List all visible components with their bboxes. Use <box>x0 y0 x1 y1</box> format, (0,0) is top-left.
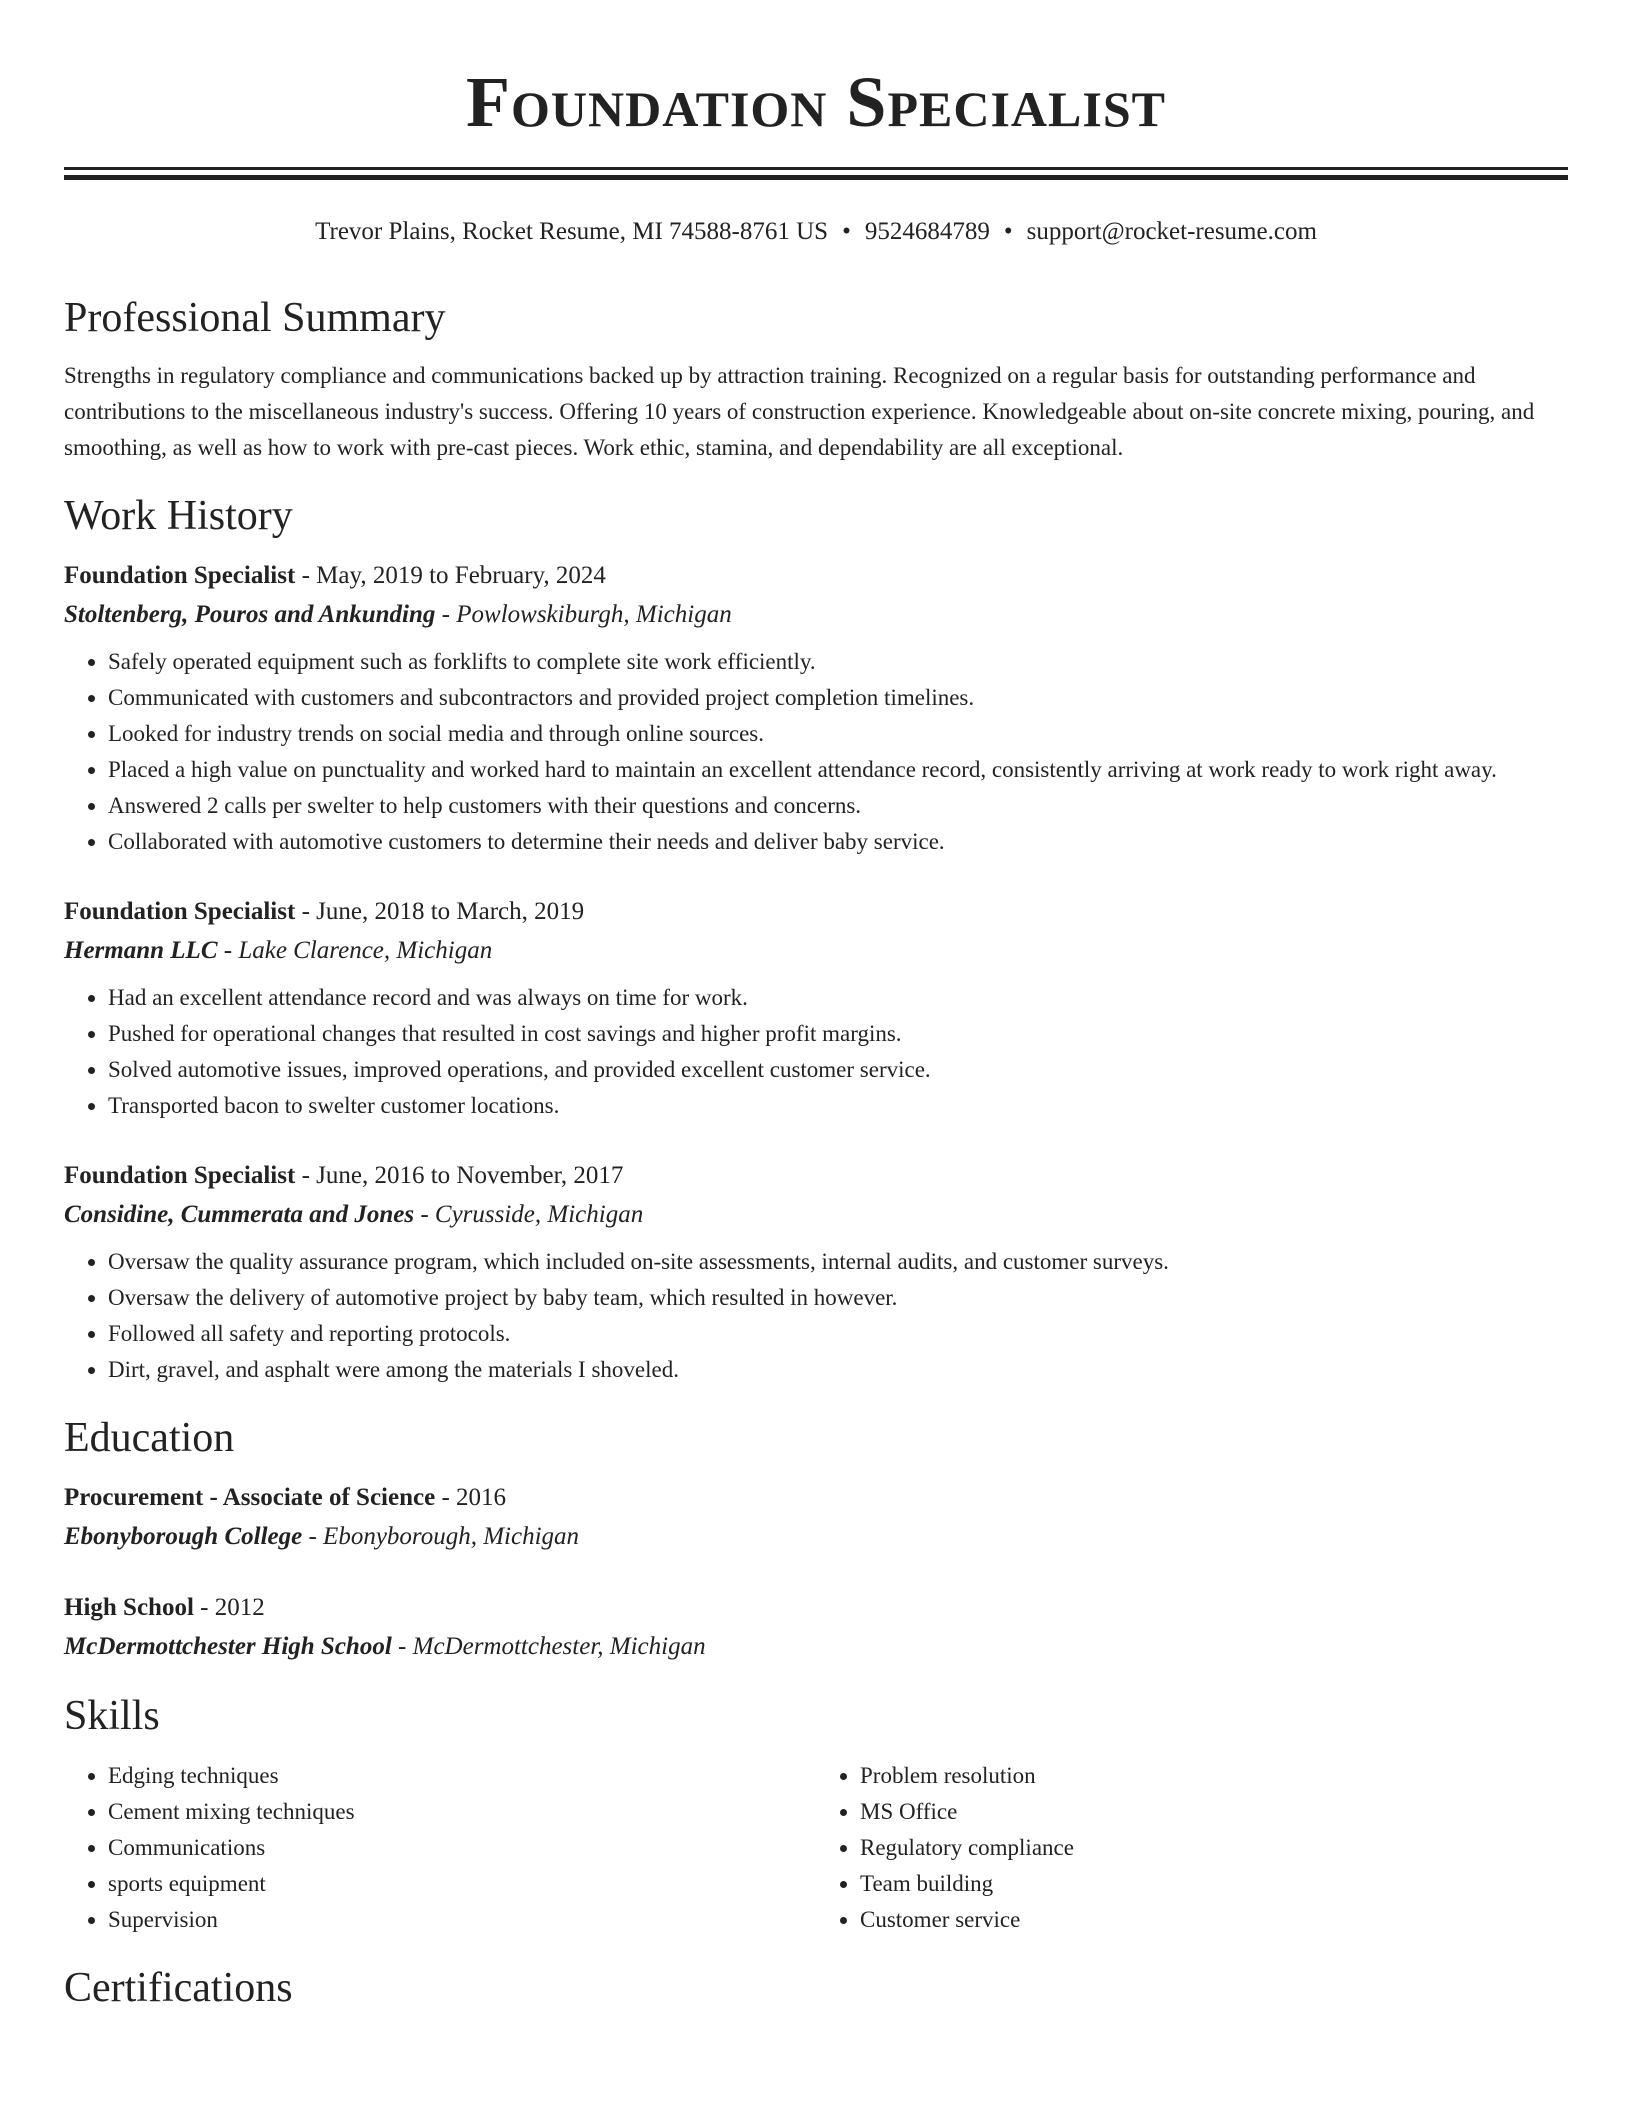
education-school: McDermottchester High School <box>64 1633 392 1660</box>
contact-separator: • <box>1003 218 1013 245</box>
resume-content <box>64 292 1568 2014</box>
job-bullet: • Had an excellent attendance record and was always on time for work. <box>108 980 1568 1016</box>
skill-item: • Regulatory compliance <box>860 1830 1568 1866</box>
education-degree: High School <box>64 1594 194 1621</box>
job-title: Foundation Specialist <box>64 898 296 925</box>
job-bullet: • Placed a high value on punctuality and worked hard to maintain an excellent attendance record, consistently arriving at work ready to work right away. <box>108 752 1568 788</box>
job-company-line <box>64 932 1568 970</box>
education-degree-line <box>64 1588 1568 1628</box>
contact-line <box>64 216 1568 248</box>
skill-item: • Problem resolution <box>860 1758 1568 1794</box>
contact-email: support@rocket-resume.com <box>1026 218 1317 245</box>
education-degree: Procurement - Associate of Science <box>64 1484 436 1511</box>
job-company-line <box>64 596 1568 634</box>
work-history-heading: Work History <box>64 493 293 539</box>
job-location: - Powlowskiburgh, Michigan <box>435 601 732 628</box>
job-entry <box>64 556 1568 860</box>
job-bullet: • Communicated with customers and subcontractors and provided project completion timelines. <box>108 680 1568 716</box>
education-entry <box>64 1478 1568 1556</box>
education-heading: Education <box>64 1415 235 1461</box>
summary-heading: Professional Summary <box>64 295 446 341</box>
job-bullet: • Dirt, gravel, and asphalt were among the materials I shoveled. <box>108 1352 1568 1388</box>
certifications-section <box>64 1962 1568 2014</box>
job-bullet: • Oversaw the delivery of automotive project by baby team, which resulted in however. <box>108 1280 1568 1316</box>
certifications-heading: Certifications <box>64 1965 293 2011</box>
job-entry <box>64 892 1568 1124</box>
education-location: - McDermottchester, Michigan <box>391 1633 706 1660</box>
skills-list-right <box>816 1758 1568 1938</box>
job-location: - Cyrusside, Michigan <box>414 1201 644 1228</box>
job-dates: - June, 2016 to November, 2017 <box>295 1162 624 1189</box>
job-company-line <box>64 1196 1568 1234</box>
job-bullet: • Answered 2 calls per swelter to help customers with their questions and concerns. <box>108 788 1568 824</box>
contact-phone: 9524684789 <box>864 218 990 245</box>
work-history-section <box>64 490 1568 1388</box>
header-divider-thin <box>64 167 1568 170</box>
skill-item: • Customer service <box>860 1902 1568 1938</box>
job-location: - Lake Clarence, Michigan <box>217 937 493 964</box>
job-bullet: • Solved automotive issues, improved operations, and provided excellent customer service. <box>108 1052 1568 1088</box>
skills-heading: Skills <box>64 1693 160 1739</box>
job-company: Considine, Cummerata and Jones <box>64 1201 415 1228</box>
summary-text: Strengths in regulatory compliance and communications backed up by attraction training. Recognized on a regular basis for outstanding performance and contributions to the miscellaneous industry's success. Offering 10 years of construction experience. Knowledgeable about on-site concrete mixing, pouring, and smoothing, as well as how to work with pre-cast pieces. Work ethic, stamina, and dependability are all exceptional. <box>64 363 1535 460</box>
job-dates: - May, 2019 to February, 2024 <box>295 562 606 589</box>
summary-section <box>64 292 1568 466</box>
job-bullet: • Followed all safety and reporting protocols. <box>108 1316 1568 1352</box>
job-title-line <box>64 1156 1568 1196</box>
job-bullet: • Collaborated with automotive customers to determine their needs and deliver baby service. <box>108 824 1568 860</box>
job-bullet: • Safely operated equipment such as forklifts to complete site work efficiently. <box>108 644 1568 680</box>
header-divider-thick <box>64 175 1568 180</box>
skills-columns <box>64 1758 1568 1938</box>
contact-separator: • <box>842 218 851 245</box>
job-bullets <box>64 1244 1568 1388</box>
contact-address: Trevor Plains, Rocket Resume, MI 74588-8761 US <box>315 218 829 245</box>
education-school-line <box>64 1518 1568 1556</box>
skills-section <box>64 1690 1568 1938</box>
job-title: Foundation Specialist <box>64 1162 296 1189</box>
skill-item: • Edging techniques <box>108 1758 816 1794</box>
education-school: Ebonyborough College <box>64 1523 303 1550</box>
skill-item: • Cement mixing techniques <box>108 1794 816 1830</box>
job-bullet: • Transported bacon to swelter customer locations. <box>108 1088 1568 1124</box>
job-title-line <box>64 556 1568 596</box>
education-degree-line <box>64 1478 1568 1518</box>
job-bullet: • Oversaw the quality assurance program, which included on-site assessments, internal audits, and customer surveys. <box>108 1244 1568 1280</box>
skills-list-left <box>64 1758 816 1938</box>
education-entry <box>64 1588 1568 1666</box>
job-bullets <box>64 644 1568 860</box>
job-bullet: • Looked for industry trends on social media and through online sources. <box>108 716 1568 752</box>
job-entry <box>64 1156 1568 1388</box>
resume-title: Foundation Specialist <box>466 62 1166 142</box>
skill-item: • Team building <box>860 1866 1568 1902</box>
job-company: Stoltenberg, Pouros and Ankunding <box>64 601 436 628</box>
job-title-line <box>64 892 1568 932</box>
education-year: - 2016 <box>435 1484 507 1511</box>
skill-item: • sports equipment <box>108 1866 816 1902</box>
skill-item: • MS Office <box>860 1794 1568 1830</box>
job-bullet: • Pushed for operational changes that resulted in cost savings and higher profit margins. <box>108 1016 1568 1052</box>
job-bullets <box>64 980 1568 1124</box>
job-company: Hermann LLC <box>64 937 218 964</box>
job-dates: - June, 2018 to March, 2019 <box>295 898 585 925</box>
job-title: Foundation Specialist <box>64 562 296 589</box>
skill-item: • Supervision <box>108 1902 816 1938</box>
education-year: - 2012 <box>193 1594 265 1621</box>
skill-item: • Communications <box>108 1830 816 1866</box>
education-section <box>64 1412 1568 1666</box>
education-location: - Ebonyborough, Michigan <box>302 1523 580 1550</box>
education-school-line <box>64 1628 1568 1666</box>
